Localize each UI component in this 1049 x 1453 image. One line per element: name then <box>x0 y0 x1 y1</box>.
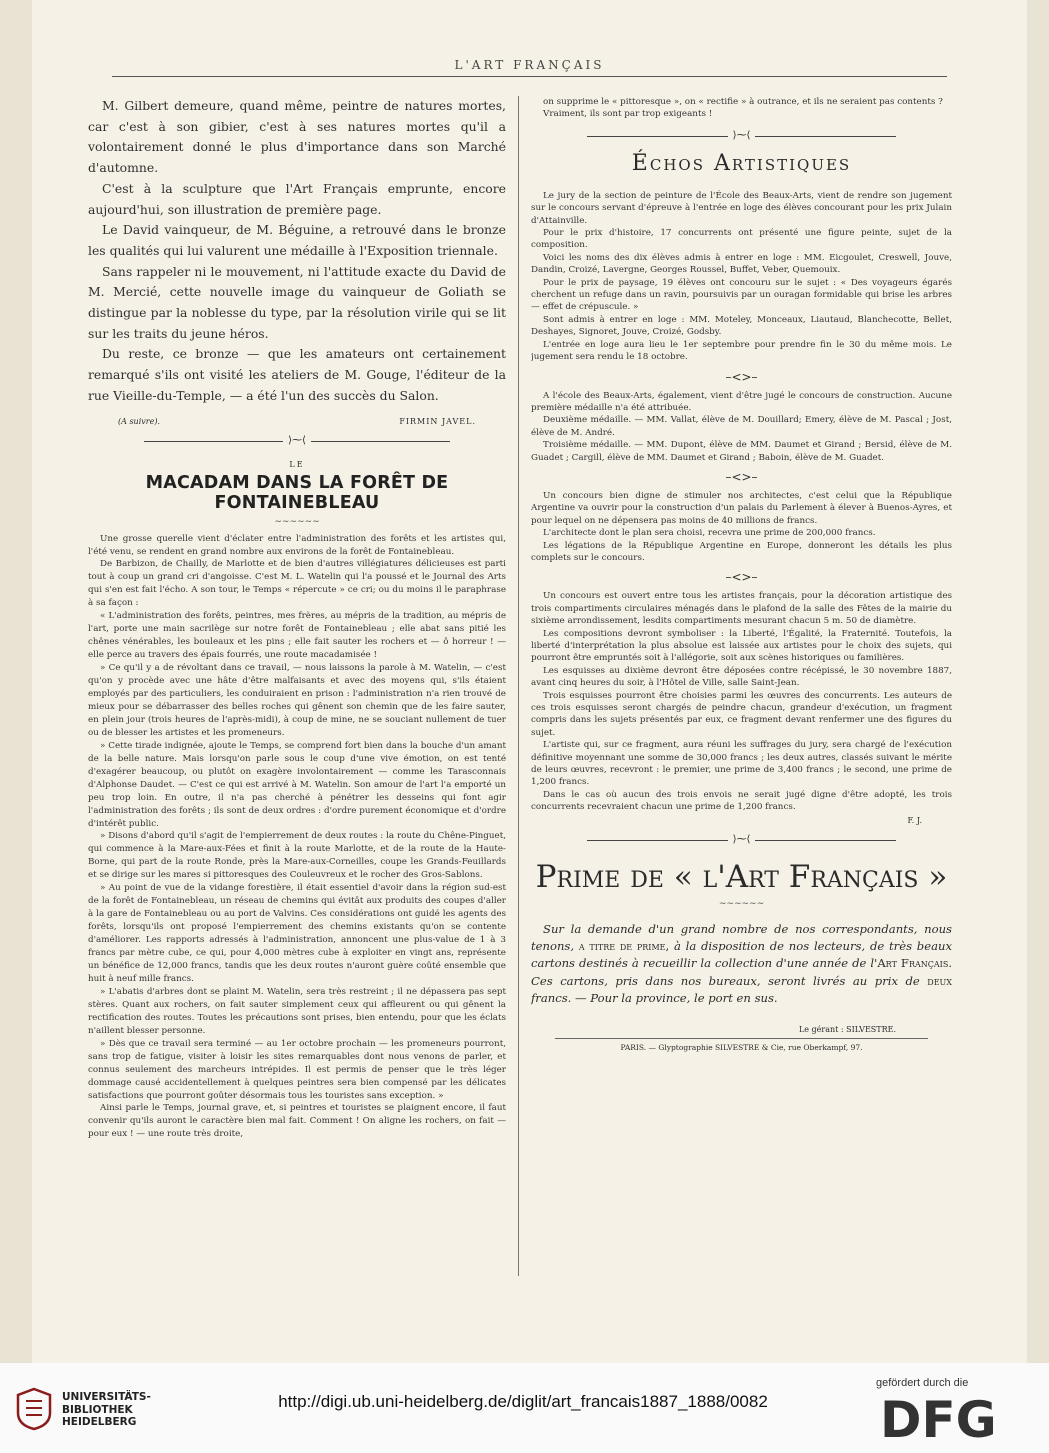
viewer-footer <box>0 1363 1049 1453</box>
paragraph: » Disons d'abord qu'il s'agit de l'empierrement de deux routes : la route du Chêne-Pinguet, qui commence à la Mare-aux-Fées et finit à la route Marlotte, et de la route de la Haute-Borne, qui part de la route Ronde, près la Mare-aux-Corneilles, coupe les Grands-Feuillards et se dirige sur les mares si pittoresques des Couleuvreux et le rocher des Gros-Sablons. <box>88 831 506 881</box>
prime-text-smallcaps: a titre de prime, <box>578 938 670 953</box>
paragraph: » Dès que ce travail sera terminé — au 1er octobre prochain — les promeneurs pourront, sans trop de fatigue, visiter à loisir les sites remarquables dont nous venons de parler, et connus seulement des marcheurs intrépides. Il est permis de penser que le très léger dommage causé accidentellement à quelques peintres sera bien compensé par les délicates satisfactions que pourront goûter désormais tous les touristes sans exception. » <box>88 1038 506 1101</box>
paragraph: A l'école des Beaux-Arts, également, vient d'être jugé le concours de construction. Aucune première médaille n'a été attribuée. <box>531 390 952 413</box>
institution-line: HEIDELBERG <box>62 1416 137 1428</box>
paragraph: » Cette tirade indignée, ajoute le Temps, se comprend fort bien dans la bouche d'un amant de la belle nature. Mais lorsqu'on parle sous le coup d'une vive émotion, on est tenté d'exagérer beaucoup, ou plutôt on exagère involontairement — comme les Tarasconnais d'Alphonse Daudet. — C'est ce qui est arrivé à M. Watelin. Son amour de l'art l'a emporté un peu trop loin. En outre, il n'a pas cherché à pénétrer les desseins qui font agir l'administration des forêts ; ils sont de deux ordres : d'ordre purement économique et d'ordre d'intérêt public. <box>88 740 506 829</box>
prime-text-smallcaps: Art Français <box>877 956 949 971</box>
paragraph: » Au point de vue de la vidange forestière, il était essentiel d'avoir dans la région sud-est de la forêt de Fontainebleau, un réseau de chemins qui évitât aux produits des coupes d'aller à la gare de Fontainebleau ou au port de Valvins. Ces considérations ont guidé les agents des forêts, lorsqu'ils ont proposé l'empierrement des chemins existants qu'on se contente d'améliorer. Les rapports adressés à l'administration, annoncent une plus-value de 1 à 3 francs par mètre cube, ce qui, pour 4,000 mètres cube à exploiter en vingt ans, représente un bénéfice de 12,000 francs, tandis que les deux routes n'auront guère coûté ensemble que huit à neuf mille francs. <box>88 883 506 984</box>
prime-text-part: à la disposition de nos lecteurs, de très beaux cartons destinés à recueillir la collection d'une année de l' <box>531 938 952 971</box>
dfg-logo-icon <box>878 1393 1036 1443</box>
paragraph: Pour le prix d'histoire, 17 concurrents ont présenté une figure peinte, sujet de la composition. <box>531 228 952 251</box>
ornament-divider: ⟩⁓⟨ <box>531 129 952 143</box>
prime-text-smallcaps: deux <box>927 973 952 988</box>
news-item <box>531 590 952 813</box>
paragraph: Le jury de la section de peinture de l'École des Beaux-Arts, vient de rendre son jugement sur le concours servant d'épreuve à l'entrée en loge des élèves concourant pour les prix Julain d'Attainville. <box>531 190 952 226</box>
dfg-logo-text: DFG <box>880 1393 997 1443</box>
section-title: Échos Artistiques <box>631 150 852 176</box>
signature-line <box>88 407 506 426</box>
prime-text-part: . Ces cartons, pris dans nos bureaux, seront livrés au prix de <box>531 956 952 988</box>
paragraph: Du reste, ce bronze — que les amateurs ont certainement remarqué s'ils ont visité les ateliers de M. Gouge, l'éditeur de la rue Vieille-du-Temple, — a été l'un des succès du Salon. <box>88 346 506 403</box>
permalink[interactable]: http://digi.ub.uni-heidelberg.de/diglit/art_francais1887_1888/0082 <box>278 1392 768 1411</box>
imprint: PARIS. — Glyptographie SILVESTRE & Cie, rue Oberkampf, 97. <box>620 1043 863 1053</box>
paragraph: De Barbizon, de Chailly, de Marlotte et de bien d'autres villégiatures délicieuses est parti tout à coup un grand cri d'angoisse. C'est M. L. Watelin qui l'a poussé et le Journal des Arts qui s'en est fait l'écho. A son tour, le Temps « répercute » ce cri; ou du moins il le paraphrase à sa façon : <box>88 559 506 609</box>
paragraph: L'entrée en loge aura lieu le 1er septembre pour prendre fin le 30 du même mois. Le jugement sera rendu le 18 octobre. <box>531 339 952 363</box>
wavy-rule: ∼∼∼∼∼∼ <box>274 516 320 527</box>
author-name: FIRMIN JAVEL. <box>399 416 476 426</box>
paragraph: L'architecte dont le plan sera choisi, recevra une prime de 200,000 francs. <box>543 528 876 539</box>
ornament-divider: ⟩⁓⟨ <box>88 434 506 448</box>
paragraph: Deuxième médaille. — MM. Vallat, élève de M. Douillard; Emery, élève de M. Pascal ; Jost, élève de M. André. <box>531 415 952 438</box>
funded-by-label: gefördert durch die <box>876 1377 969 1389</box>
paragraph: Un concours est ouvert entre tous les artistes français, pour la décoration artistique des trois compartiments circulaires ménagés dans le plafond de la salle des Fêtes de la mairie du sixième arrondissement, lesdits compartiments mesurant chacun 5 m. 50 de diamètre. <box>531 591 952 627</box>
paragraph: Ainsi parle le Temps, journal grave, et, si peintres et touristes se plaignent encore, il faut convenir qu'ils auront le caractère bien mal fait. Comment ! On aligne les rochers, on fait — pour eux ! — une route très droite, <box>88 1103 506 1140</box>
paragraph: Pour le prix de paysage, 19 élèves ont concouru sur le sujet : « Des voyageurs égarés cherchent un refuge dans un ravin, poursuivis par un ouragan formidable qui brise les arbres — effet de crépuscule. » <box>531 277 952 313</box>
paragraph: » Ce qu'il y a de révoltant dans ce travail, — nous laissons la parole à M. Watelin, — c'est qu'on y procède avec une hâte d'être malfaisants et avec des moyens qui, s'ils étaient employés par des particuliers, les conduiraient en prison : l'administration n'a rien trouvé de mieux pour se débarrasser des belles roches qui gênent son chemin que de les faire sauter, en plein jour (trois heures de l'après-midi), à coup de mine, ne se souciant nullement de tuer ou de blesser les artistes et les promeneurs. <box>88 663 506 738</box>
news-item <box>531 390 952 464</box>
prime-text <box>531 921 952 1007</box>
ornament-divider: ⟩⁓⟨ <box>531 833 952 847</box>
prime-text-part: francs. — Pour la province, le port en sus. <box>531 990 778 1005</box>
university-seal-icon <box>14 1387 54 1431</box>
paragraph: Les compositions devront symboliser : la Liberté, l'Égalité, la Fraternité. Toutefois, la liberté d'interprétation la plus absolue est laissée aux artistes pour le choix des sujets, qui pourront être empruntés soit à l'allégorie, soit aux scènes historiques ou familières. <box>531 628 952 664</box>
column-divider <box>518 96 519 1276</box>
paragraph: Vraiment, ils sont par trop exigeants ! <box>543 109 713 120</box>
paragraph: on supprime le « pittoresque », on « rectifie » à outrance, et ils ne seraient pas contents ? <box>543 97 943 107</box>
paragraph: M. Gilbert demeure, quand même, peintre de natures mortes, car c'est à son gibier, c'est à ses natures mortes qu'il a volontairement donné le plus d'importance dans son Marché d'automne. <box>88 98 506 176</box>
left-column <box>88 96 506 1276</box>
to-be-continued: (A suivre). <box>118 416 160 426</box>
paragraph: Les esquisses au dixième devront être déposées contre récépissé, le 30 novembre 1887, avant cinq heures du soir, à l'Hôtel de Ville, salle Saint-Jean. <box>531 665 952 689</box>
right-column <box>531 96 952 1276</box>
wavy-rule: ∼∼∼∼∼∼ <box>718 898 765 909</box>
continued-article <box>88 96 506 407</box>
paragraph: L'artiste qui, sur ce fragment, aura réuni les suffrages du jury, sera chargé de l'exécution définitive moyennant une somme de 30,000 francs ; les deux autres, classés suivant le mérite de leurs œuvres, recevront : le premier, une prime de 3,400 francs ; le second, une prime de 1,200 francs. <box>531 740 952 788</box>
prime-text-part: Sur la demande d'un grand nombre de nos correspondants, nous tenons, <box>531 921 952 953</box>
article-kicker: LE <box>289 459 305 469</box>
paragraph: Troisième médaille. — MM. Dupont, élève de MM. Daumet et Girand ; Bersid, élève de M. Guadet ; Cargill, élève de MM. Daumet et Girand ; Baboin, élève de M. Guadet. <box>531 440 952 463</box>
paragraph: Voici les noms des dix élèves admis à entrer en loge : MM. Eicgoulet, Creswell, Jouve, Dandin, Croizé, Lavergne, Georges Roussel, Buffet, Veber, Quemouix. <box>531 252 952 276</box>
paragraph: Sans rappeler ni le mouvement, ni l'attitude exacte du David de M. Mercié, cette nouvelle image du vainqueur de Goliath se distingue par la noblesse du type, par la résolution virile qui se lit sur les traits du jeune héros. <box>88 263 506 341</box>
prime-title: Prime de « l'Art Français » <box>535 858 948 895</box>
diamond-separator: –<>– <box>725 369 758 384</box>
paragraph: » L'abatis d'arbres dont se plaint M. Watelin, sera très restreint ; il ne dépassera pas sept stères. Quant aux rochers, on fait sauter simplement ceux qui affleurent ou qui gênent la rectification des routes. Toutes les précautions sont prises, bien entendu, pour que les éclats n'aillent blesser personne. <box>88 986 506 1036</box>
paragraph: Le David vainqueur, de M. Béguine, a retrouvé dans le bronze les qualités qui lui valurent une médaille à l'Exposition triennale. <box>88 222 506 258</box>
paragraph: Sont admis à entrer en loge : MM. Moteley, Monceaux, Liautaud, Blanchecotte, Bellet, Deshayes, Signoret, Jouve, Croizé, Godsby. <box>531 314 952 338</box>
paragraph: C'est à la sculpture que l'Art Français emprunte, encore aujourd'hui, son illustration de première page. <box>88 180 506 217</box>
news-item <box>531 490 952 564</box>
paragraph: Les légations de la République Argentine en Europe, donneront les détails les plus complets sur le concours. <box>531 540 952 563</box>
running-title: L'ART FRANÇAIS <box>454 58 605 72</box>
paragraph: Une grosse querelle vient d'éclater entre l'administration des forêts et les artistes qui, l'été venu, se rendent en grand nombre aux environs de la forêt de Fontainebleau. <box>88 533 506 557</box>
diamond-separator: –<>– <box>725 570 758 585</box>
institution-line: BIBLIOTHEK <box>62 1403 133 1416</box>
article-title: MACADAM DANS LA FORÊT DE FONTAINEBLEAU <box>145 472 449 513</box>
initials-signature: F. J. <box>907 815 922 825</box>
diamond-separator: –<>– <box>725 469 758 484</box>
paragraph: Un concours bien digne de stimuler nos architectes, c'est celui que la République Argentine va ouvrir pour la construction d'un palais du Parlement à élever à Buenos-Ayres, et pour lequel on ne dépensera pas moins de 40 millions de francs. <box>531 490 952 526</box>
paragraph: Trois esquisses pourront être choisies parmi les œuvres des concurrents. Les auteurs de ces trois esquisses seront chargés de peindre chacun, grandeur d'exécution, un fragment compris dans les sujets présentés par eux, ce fragment devant renfermer une des figures du sujet. <box>531 690 952 738</box>
news-item <box>531 190 952 364</box>
paragraph: Dans le cas où aucun des trois envois ne serait jugé digne d'être adopté, les trois concurrents recevraient chacun une prime de 1,200 francs. <box>531 789 952 813</box>
paragraph: « L'administration des forêts, peintres, mes frères, au mépris de la tradition, au mépris de l'art, porte une main sacrilège sur notre forêt de Fontainebleau ; elle abat sans pitié les chênes vénérables, les bouleaux et les pins ; elle fait sauter les rochers et — ô horreur ! — elle perce au travers des épais fourrés, une route macadamisée ! <box>88 611 506 661</box>
institution-line: UNIVERSITÄTS- <box>62 1391 151 1403</box>
header-rule <box>112 76 947 77</box>
imprint-rule <box>555 1038 928 1039</box>
article-body <box>88 533 506 1142</box>
gerant-line: Le gérant : SILVESTRE. <box>798 1025 896 1035</box>
institution-name <box>62 1391 151 1429</box>
